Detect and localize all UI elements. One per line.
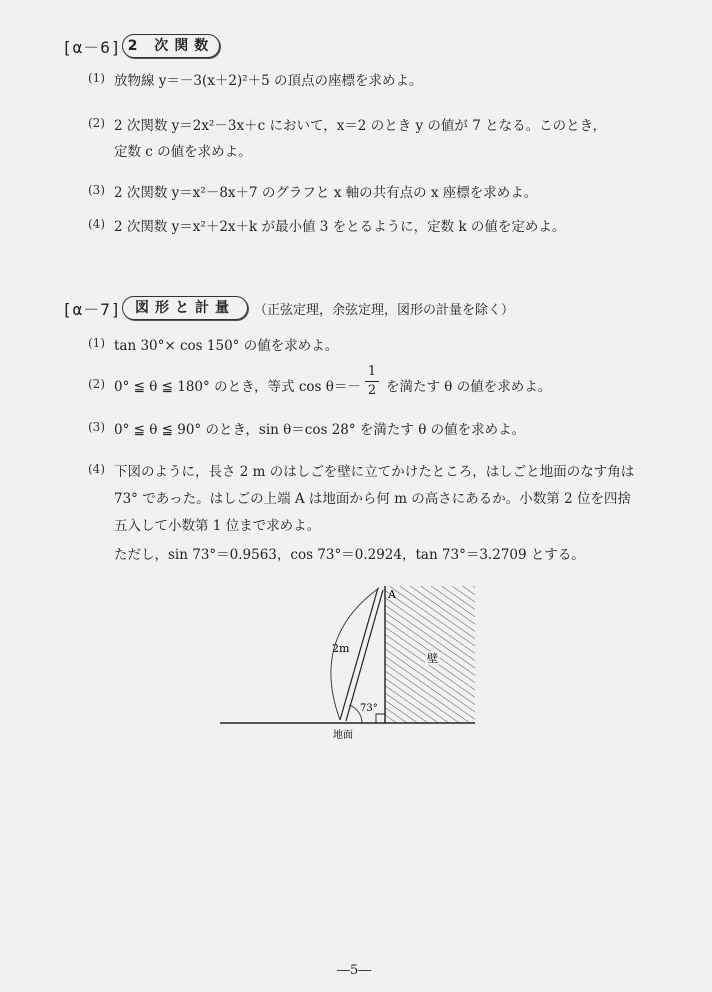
fraction-bar [365, 381, 379, 382]
section-note: （正弦定理，余弦定理，図形の計量を除く） [254, 303, 515, 318]
problem-number: (2) [88, 377, 105, 391]
problem-text: 五入して小数第 1 位まで求めよ。 [114, 518, 321, 534]
section-title-badge: 2 次関数 [122, 34, 220, 58]
problem-number: (4) [88, 217, 105, 231]
ground-label: 地面 [333, 730, 353, 741]
problem-text: 0° ≦ θ ≦ 180° のとき，等式 cos θ＝－ [114, 379, 361, 395]
problem-text: 定数 c の値を求めよ。 [114, 144, 252, 160]
page-number: ―5― [337, 963, 372, 978]
problem-text: を満たす θ の値を求めよ。 [386, 379, 552, 395]
problem-text: 2 次関数 y＝x²－8x＋7 のグラフと x 軸の共有点の x 座標を求めよ。 [114, 185, 538, 201]
problem-number: (1) [88, 71, 105, 85]
problem-number: (3) [88, 420, 105, 434]
fraction-denominator: 2 [367, 383, 377, 398]
length-label: 2m [332, 642, 350, 655]
section-title-badge: 図形と計量 [122, 296, 248, 320]
wall-label: 壁 [427, 652, 438, 665]
problem-text: ただし，sin 73°＝0.9563，cos 73°＝0.2924，tan 73°＝3.2709 とする。 [114, 547, 585, 563]
problem-text: tan 30°× cos 150° の値を求めよ。 [114, 338, 339, 354]
problem-text: 2 次関数 y＝x²＋2x＋k が最小値 3 をとるように，定数 k の値を定めよ。 [114, 219, 566, 235]
problem-number: (2) [88, 116, 105, 130]
section-number: [α－6] [62, 38, 122, 57]
problem-text: 放物線 y＝－3(x＋2)²＋5 の頂点の座標を求めよ。 [114, 73, 423, 89]
ladder-right-rail [346, 590, 383, 721]
problem-text: 0° ≦ θ ≦ 90° のとき，sin θ＝cos 28° を満たす θ の値を求めよ。 [114, 422, 526, 438]
problem-text: 下図のように，長さ 2 m のはしごを壁に立てかけたところ，はしごと地面のなす角は [114, 464, 635, 480]
angle-label: 73° [360, 703, 378, 714]
problem-number: (3) [88, 183, 105, 197]
right-angle-mark [376, 714, 385, 723]
problem-number: (4) [88, 462, 105, 476]
problem-text: 2 次関数 y＝2x²－3x＋c において，x＝2 のとき y の値が 7 となる。このとき， [114, 118, 607, 134]
problem-number: (1) [88, 336, 105, 350]
fraction-numerator: 1 [367, 364, 377, 379]
section-number: [α－7] [62, 300, 122, 319]
point-a-label: A [388, 588, 396, 601]
problem-text: 73° であった。はしごの上端 A は地面から何 m の高さにあるか。小数第 2 位を四捨 [114, 491, 631, 507]
ladder-figure [210, 578, 490, 750]
